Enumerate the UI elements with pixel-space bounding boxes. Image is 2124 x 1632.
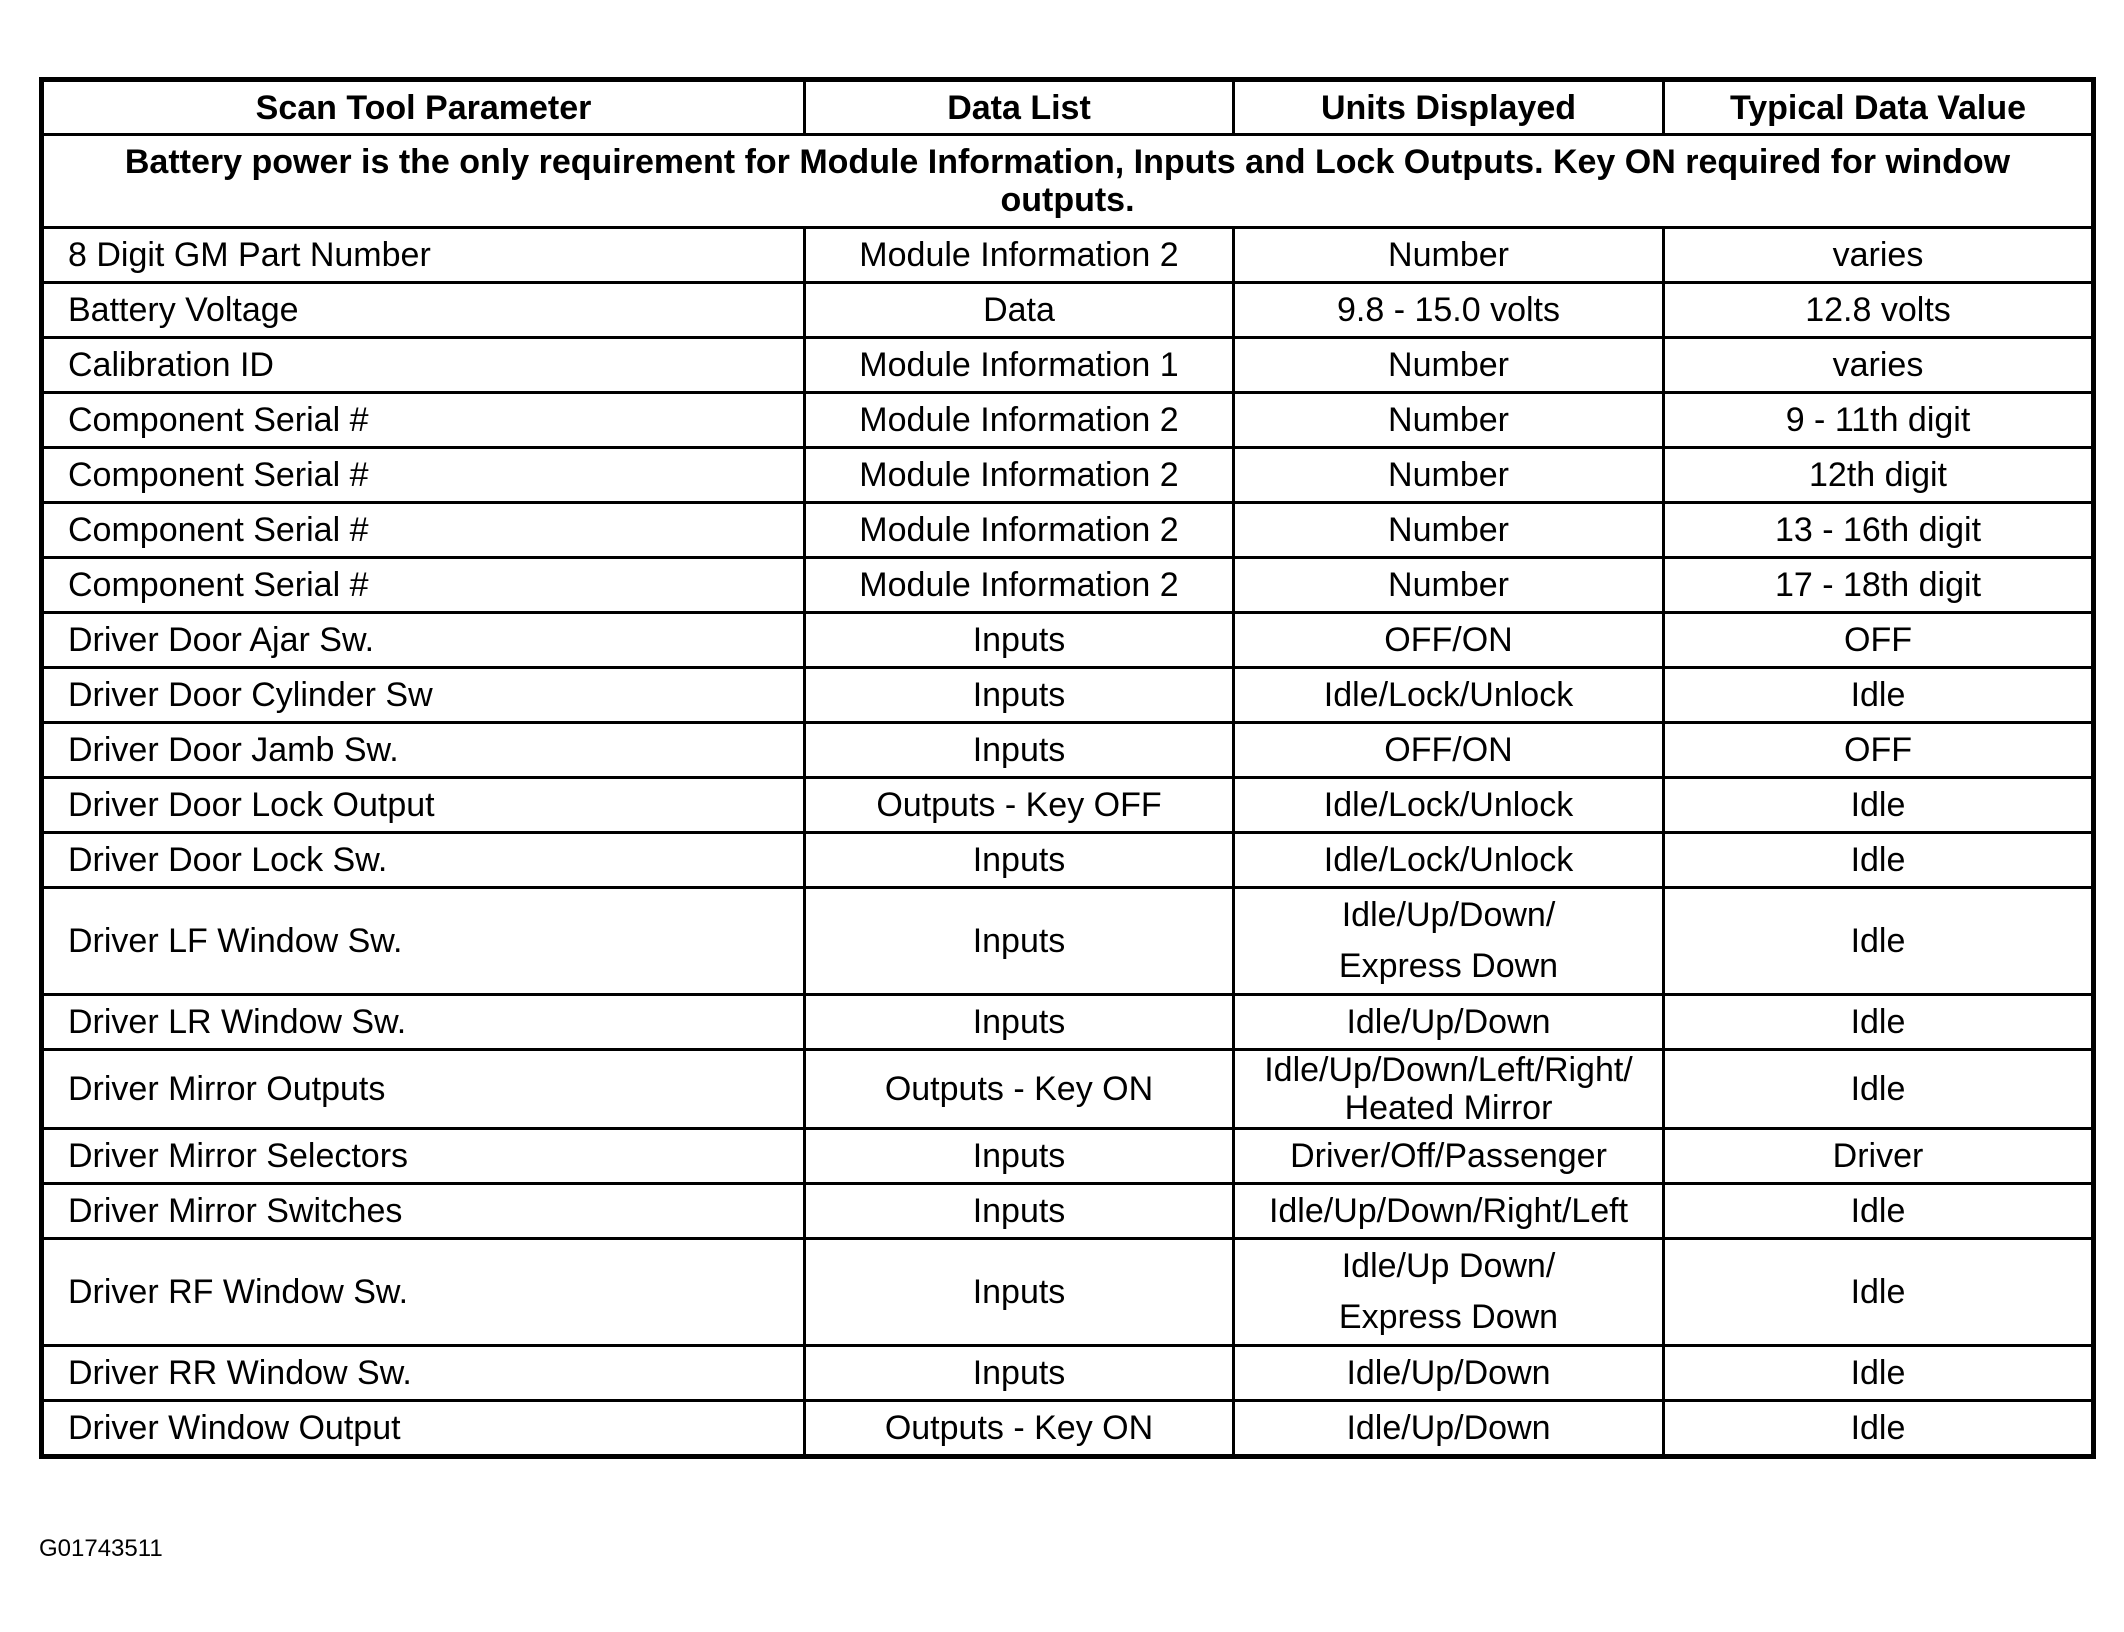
cell-data-list: Inputs bbox=[805, 888, 1234, 995]
cell-data-list: Inputs bbox=[805, 833, 1234, 888]
table-row bbox=[42, 393, 2094, 448]
header-scan-tool-parameter: Scan Tool Parameter bbox=[42, 80, 805, 135]
cell-data-list: Data bbox=[805, 283, 1234, 338]
table-row bbox=[42, 1050, 2094, 1129]
cell-units-displayed bbox=[1234, 393, 1664, 448]
cell-units-displayed bbox=[1234, 503, 1664, 558]
cell-scan-tool-parameter: Driver Mirror Outputs bbox=[42, 1050, 805, 1129]
cell-typical-data-value: Idle bbox=[1664, 1184, 2094, 1239]
cell-scan-tool-parameter: Driver LF Window Sw. bbox=[42, 888, 805, 995]
cell-units-displayed bbox=[1234, 228, 1664, 283]
cell-units-displayed bbox=[1234, 723, 1664, 778]
cell-data-list: Inputs bbox=[805, 1346, 1234, 1401]
cell-units-displayed bbox=[1234, 338, 1664, 393]
header-typical-data-value: Typical Data Value bbox=[1664, 80, 2094, 135]
cell-scan-tool-parameter: Driver Mirror Selectors bbox=[42, 1129, 805, 1184]
cell-data-list: Module Information 2 bbox=[805, 448, 1234, 503]
units-line: Number bbox=[1388, 346, 1509, 384]
table-row bbox=[42, 723, 2094, 778]
cell-scan-tool-parameter: Calibration ID bbox=[42, 338, 805, 393]
table-row bbox=[42, 778, 2094, 833]
units-line: Idle/Lock/Unlock bbox=[1323, 786, 1574, 824]
table-row bbox=[42, 1239, 2094, 1346]
units-line: Driver/Off/Passenger bbox=[1290, 1137, 1607, 1175]
cell-units-displayed bbox=[1234, 833, 1664, 888]
cell-scan-tool-parameter: Battery Voltage bbox=[42, 283, 805, 338]
cell-scan-tool-parameter: Driver Door Lock Output bbox=[42, 778, 805, 833]
cell-typical-data-value: Driver bbox=[1664, 1129, 2094, 1184]
cell-typical-data-value: OFF bbox=[1664, 613, 2094, 668]
units-line: Idle/Lock/Unlock bbox=[1323, 841, 1574, 879]
units-line: Heated Mirror bbox=[1344, 1089, 1553, 1127]
cell-scan-tool-parameter: Driver RR Window Sw. bbox=[42, 1346, 805, 1401]
table-row bbox=[42, 448, 2094, 503]
cell-data-list: Outputs - Key ON bbox=[805, 1401, 1234, 1457]
cell-units-displayed bbox=[1234, 778, 1664, 833]
cell-data-list: Inputs bbox=[805, 1239, 1234, 1346]
cell-scan-tool-parameter: Component Serial # bbox=[42, 448, 805, 503]
cell-units-displayed bbox=[1234, 448, 1664, 503]
table-row bbox=[42, 228, 2094, 283]
cell-scan-tool-parameter: Driver Door Jamb Sw. bbox=[42, 723, 805, 778]
units-line: 9.8 - 15.0 volts bbox=[1336, 291, 1560, 329]
cell-units-displayed bbox=[1234, 1401, 1664, 1457]
cell-typical-data-value: 12.8 volts bbox=[1664, 283, 2094, 338]
units-line: OFF/ON bbox=[1384, 621, 1513, 659]
cell-units-displayed bbox=[1234, 1184, 1664, 1239]
table-row bbox=[42, 1401, 2094, 1457]
units-line: Number bbox=[1388, 401, 1509, 439]
header-units-displayed: Units Displayed bbox=[1234, 80, 1664, 135]
cell-units-displayed bbox=[1234, 1050, 1664, 1129]
cell-data-list: Inputs bbox=[805, 668, 1234, 723]
cell-scan-tool-parameter: 8 Digit GM Part Number bbox=[42, 228, 805, 283]
units-line: Express Down bbox=[1338, 1298, 1559, 1336]
cell-scan-tool-parameter: Component Serial # bbox=[42, 393, 805, 448]
cell-scan-tool-parameter: Driver Door Lock Sw. bbox=[42, 833, 805, 888]
cell-units-displayed bbox=[1234, 1239, 1664, 1346]
units-line: Number bbox=[1388, 456, 1509, 494]
units-line: Idle/Up Down/ bbox=[1341, 1247, 1556, 1285]
cell-scan-tool-parameter: Component Serial # bbox=[42, 503, 805, 558]
cell-scan-tool-parameter: Driver Mirror Switches bbox=[42, 1184, 805, 1239]
table-row bbox=[42, 1184, 2094, 1239]
note-row bbox=[42, 135, 2094, 228]
cell-units-displayed bbox=[1234, 888, 1664, 995]
cell-data-list: Module Information 1 bbox=[805, 338, 1234, 393]
cell-data-list: Outputs - Key OFF bbox=[805, 778, 1234, 833]
cell-units-displayed bbox=[1234, 613, 1664, 668]
cell-typical-data-value: 12th digit bbox=[1664, 448, 2094, 503]
cell-typical-data-value: Idle bbox=[1664, 1239, 2094, 1346]
cell-data-list: Inputs bbox=[805, 613, 1234, 668]
cell-data-list: Module Information 2 bbox=[805, 228, 1234, 283]
units-line: Idle/Lock/Unlock bbox=[1323, 676, 1574, 714]
cell-typical-data-value: Idle bbox=[1664, 1401, 2094, 1457]
cell-units-displayed bbox=[1234, 1129, 1664, 1184]
cell-units-displayed bbox=[1234, 283, 1664, 338]
cell-data-list: Inputs bbox=[805, 723, 1234, 778]
table-row bbox=[42, 995, 2094, 1050]
cell-scan-tool-parameter: Driver LR Window Sw. bbox=[42, 995, 805, 1050]
table-body bbox=[42, 135, 2094, 1457]
table-row bbox=[42, 888, 2094, 995]
cell-typical-data-value: varies bbox=[1664, 338, 2094, 393]
units-line: Express Down bbox=[1338, 947, 1559, 985]
cell-data-list: Inputs bbox=[805, 995, 1234, 1050]
table-row bbox=[42, 668, 2094, 723]
table-row bbox=[42, 613, 2094, 668]
header-row bbox=[42, 80, 2094, 135]
table-row bbox=[42, 1129, 2094, 1184]
table-row bbox=[42, 558, 2094, 613]
cell-data-list: Module Information 2 bbox=[805, 393, 1234, 448]
cell-typical-data-value: Idle bbox=[1664, 833, 2094, 888]
cell-typical-data-value: Idle bbox=[1664, 995, 2094, 1050]
cell-typical-data-value: OFF bbox=[1664, 723, 2094, 778]
cell-scan-tool-parameter: Driver Door Ajar Sw. bbox=[42, 613, 805, 668]
cell-scan-tool-parameter: Component Serial # bbox=[42, 558, 805, 613]
units-line: Idle/Up/Down/Left/Right/ bbox=[1264, 1051, 1633, 1089]
cell-typical-data-value: Idle bbox=[1664, 1050, 2094, 1129]
cell-data-list: Outputs - Key ON bbox=[805, 1050, 1234, 1129]
table-row bbox=[42, 1346, 2094, 1401]
units-line: Idle/Up/Down/ bbox=[1341, 896, 1556, 934]
units-line: Number bbox=[1388, 566, 1509, 604]
cell-typical-data-value: Idle bbox=[1664, 888, 2094, 995]
cell-typical-data-value: Idle bbox=[1664, 778, 2094, 833]
requirements-note: Battery power is the only requirement for Module Information, Inputs and Lock Outputs. Key ON required for window outputs. bbox=[42, 135, 2094, 228]
units-line: Idle/Up/Down bbox=[1346, 1409, 1551, 1447]
cell-typical-data-value: 9 - 11th digit bbox=[1664, 393, 2094, 448]
cell-data-list: Module Information 2 bbox=[805, 503, 1234, 558]
cell-typical-data-value: Idle bbox=[1664, 1346, 2094, 1401]
table-row bbox=[42, 833, 2094, 888]
table-row bbox=[42, 283, 2094, 338]
figure-id: G01743511 bbox=[39, 1535, 163, 1562]
cell-scan-tool-parameter: Driver Window Output bbox=[42, 1401, 805, 1457]
cell-typical-data-value: varies bbox=[1664, 228, 2094, 283]
units-line: Idle/Up/Down bbox=[1346, 1354, 1551, 1392]
cell-scan-tool-parameter: Driver RF Window Sw. bbox=[42, 1239, 805, 1346]
header-data-list: Data List bbox=[805, 80, 1234, 135]
cell-scan-tool-parameter: Driver Door Cylinder Sw bbox=[42, 668, 805, 723]
cell-data-list: Module Information 2 bbox=[805, 558, 1234, 613]
cell-data-list: Inputs bbox=[805, 1184, 1234, 1239]
cell-units-displayed bbox=[1234, 1346, 1664, 1401]
units-line: Idle/Up/Down bbox=[1346, 1003, 1551, 1041]
units-line: OFF/ON bbox=[1384, 731, 1513, 769]
units-line: Idle/Up/Down/Right/Left bbox=[1268, 1192, 1629, 1230]
cell-data-list: Inputs bbox=[805, 1129, 1234, 1184]
table-row bbox=[42, 503, 2094, 558]
scan-tool-data-table bbox=[39, 77, 2096, 1459]
table-row bbox=[42, 338, 2094, 393]
cell-units-displayed bbox=[1234, 558, 1664, 613]
units-line: Number bbox=[1388, 236, 1509, 274]
cell-units-displayed bbox=[1234, 668, 1664, 723]
cell-units-displayed bbox=[1234, 995, 1664, 1050]
cell-typical-data-value: 17 - 18th digit bbox=[1664, 558, 2094, 613]
cell-typical-data-value: 13 - 16th digit bbox=[1664, 503, 2094, 558]
units-line: Number bbox=[1388, 511, 1509, 549]
cell-typical-data-value: Idle bbox=[1664, 668, 2094, 723]
